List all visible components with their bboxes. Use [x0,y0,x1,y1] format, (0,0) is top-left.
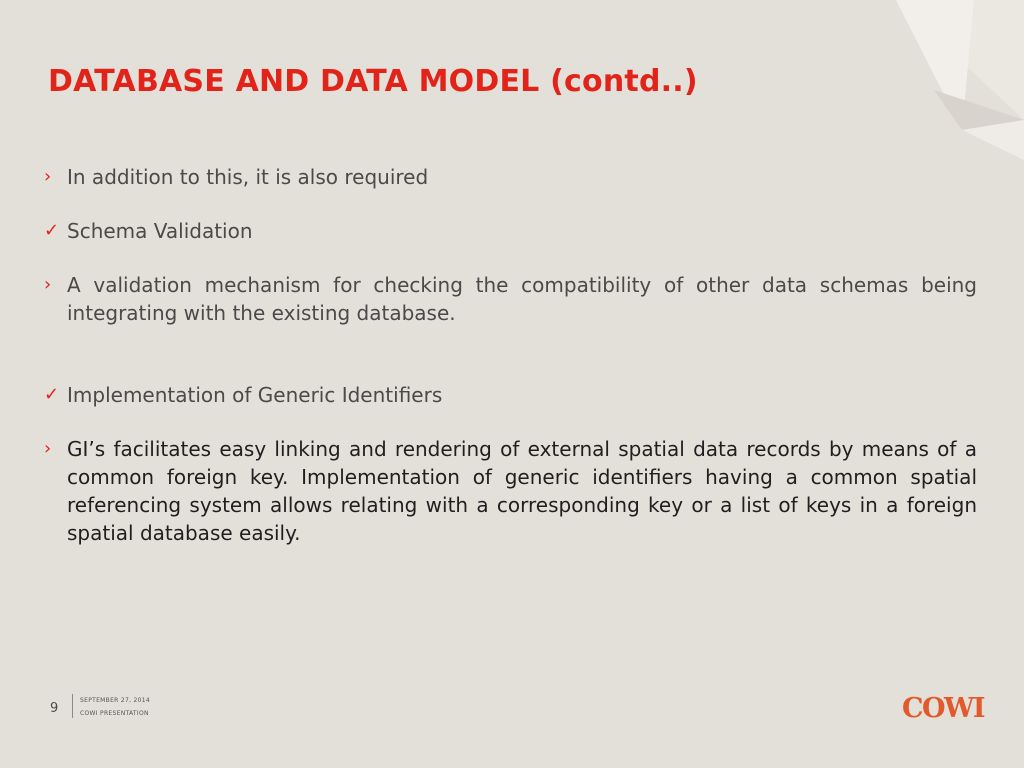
footer-presentation-name: COWI PRESENTATION [80,710,149,717]
chevron-right-icon: › [44,438,52,459]
bullet-gi-description [44,435,977,547]
slide-title: DATABASE AND DATA MODEL (contd..) [48,64,698,99]
chevron-right-icon: › [44,166,52,187]
chevron-right-icon: › [44,274,52,295]
check-text: Implementation of Generic Identifiers [67,383,443,407]
footer-date: SEPTEMBER 27, 2014 [80,697,150,704]
checkmark-icon: ✓ [44,384,60,405]
bullet-text: A validation mechanism for checking the compatibility of other data schemas being integrating with the existing database. [67,273,977,325]
bullet-validation-mechanism [44,271,977,327]
check-item-generic-identifiers [44,381,977,409]
footer-divider [72,694,73,718]
page-number: 9 [50,701,59,716]
checkmark-icon: ✓ [44,220,60,241]
bullet-text: In addition to this, it is also required [67,165,429,189]
slide-body [44,163,977,547]
bullet-text: GI’s facilitates easy linking and rendering of external spatial data records by means of a common foreign key. Implementation of generic identifiers having a common spatial referencing system allows relating with a corresponding key or a list of keys in a foreign spatial database easily. [67,437,977,545]
check-text: Schema Validation [67,219,253,243]
check-item-schema-validation [44,217,977,245]
corner-decoration [864,0,1024,160]
bullet-intro [44,163,977,191]
cowi-logo: COWI [902,693,984,724]
